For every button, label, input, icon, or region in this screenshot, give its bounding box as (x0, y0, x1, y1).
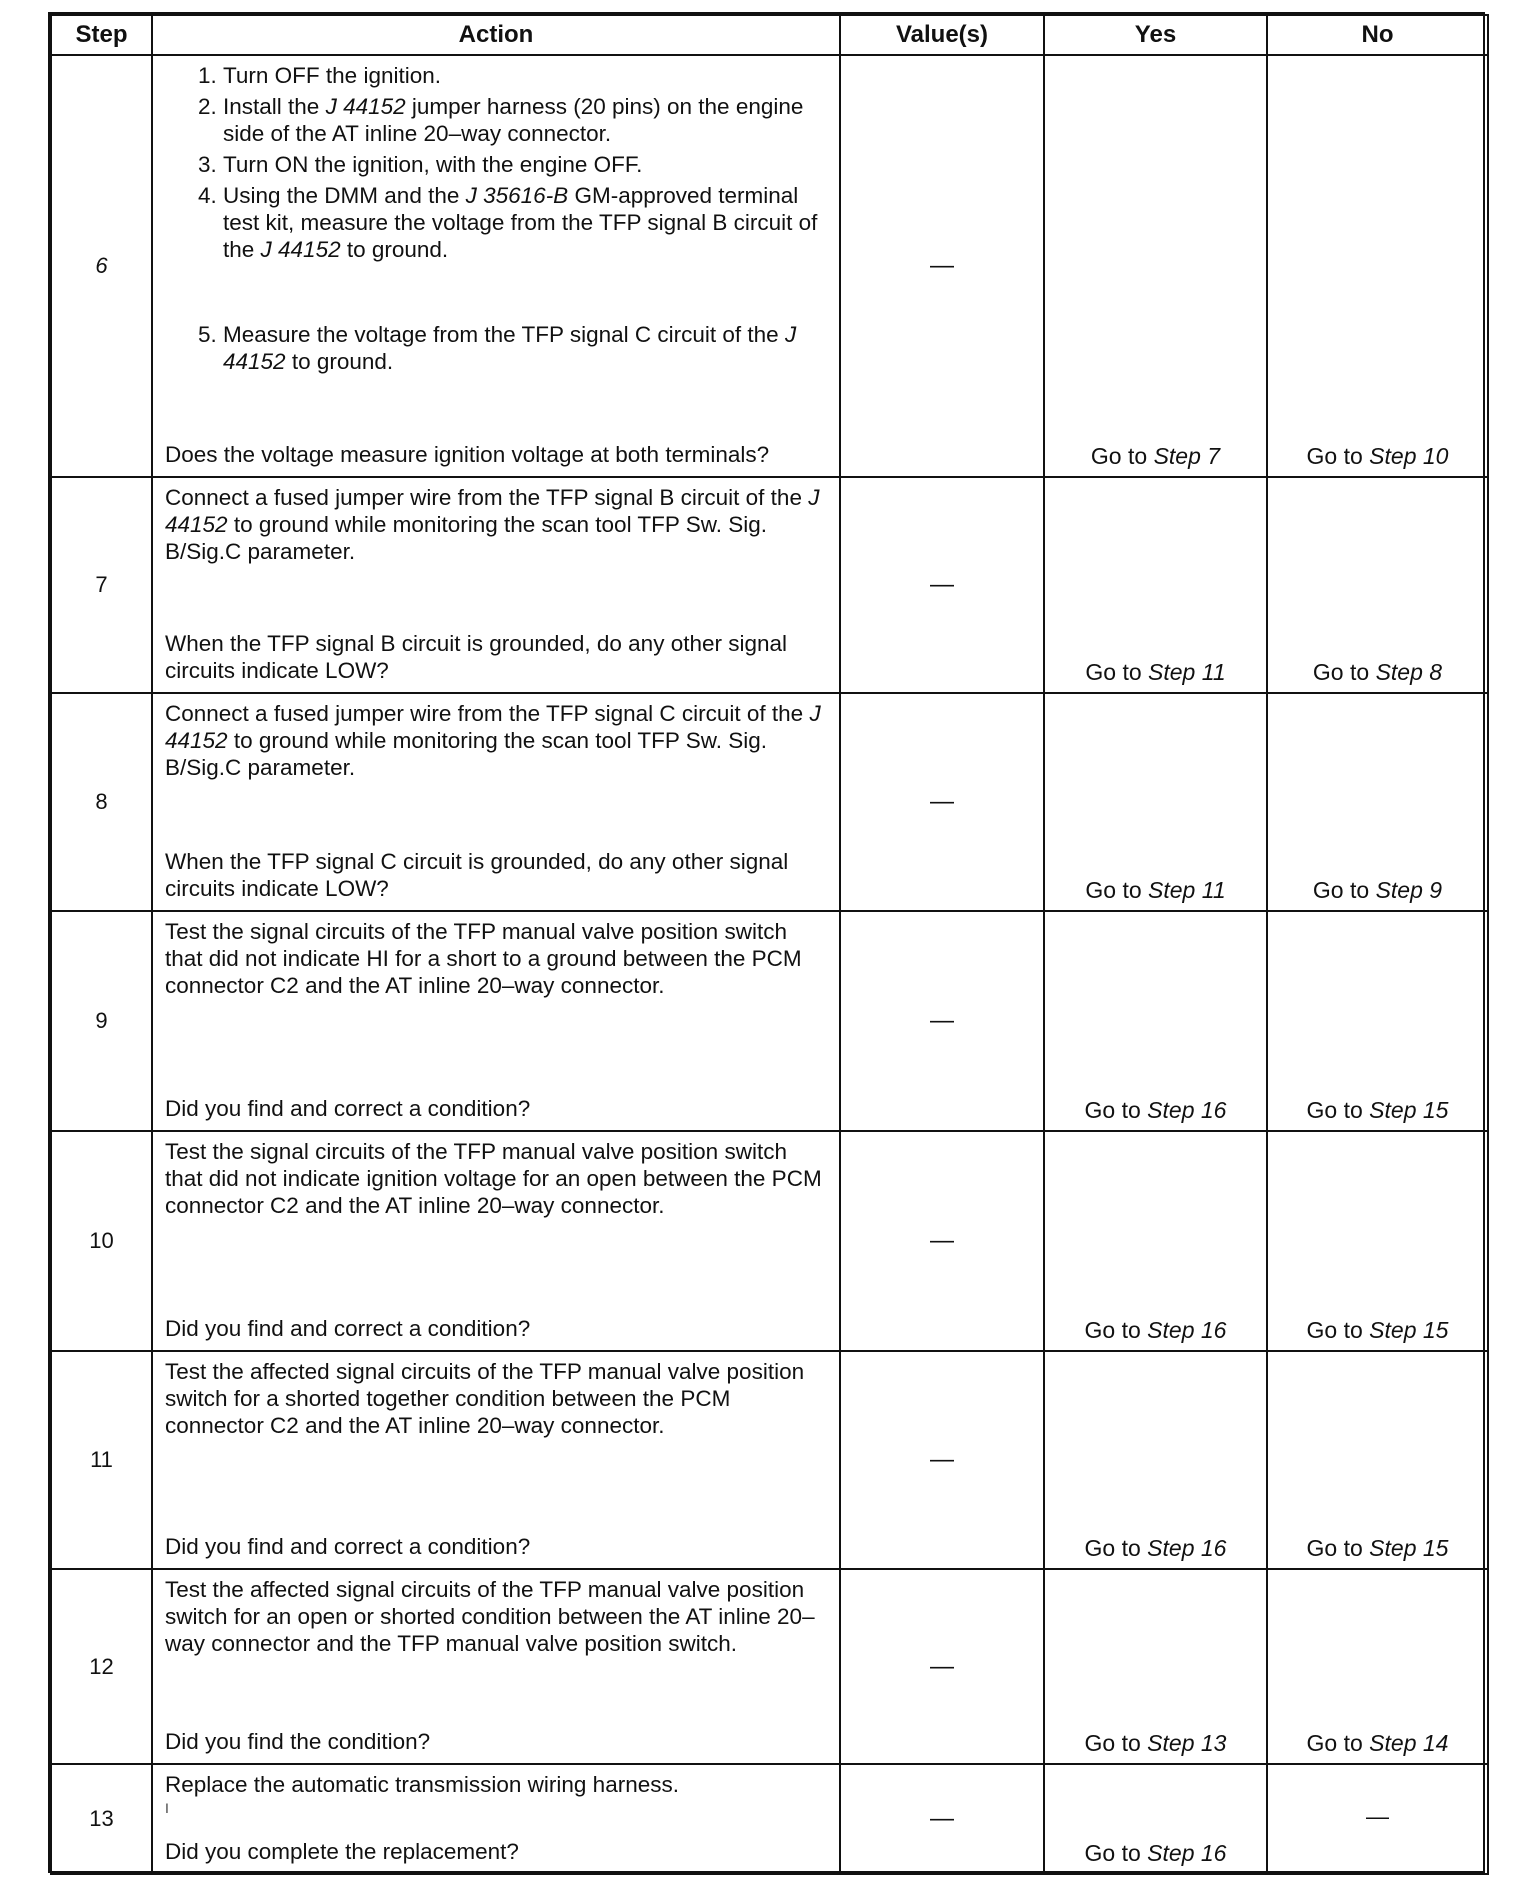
value-cell: — (840, 693, 1044, 911)
action-instruction (165, 484, 829, 565)
action-cell (152, 693, 840, 911)
spacer (165, 379, 829, 441)
action-text: Test the signal circuits of the TFP manual valve position switch that did not indicate HI for a short to a ground between the PCM connector C2 and the AT inline 20–way connector. (165, 919, 802, 998)
no-cell (1267, 1131, 1488, 1351)
tool-reference: J 44152 (165, 701, 821, 753)
yes-step-link[interactable]: Step 16 (1147, 1535, 1227, 1561)
action-content (165, 1358, 829, 1560)
action-text: Connect a fused jumper wire from the TFP signal B circuit of the (165, 485, 809, 510)
action-step-item (223, 62, 829, 89)
yes-step-link[interactable]: Step 16 (1147, 1840, 1227, 1866)
action-question: Did you find and correct a condition? (165, 1096, 531, 1121)
yes-cell (1044, 1569, 1267, 1764)
spacer (165, 1657, 829, 1728)
action-content (165, 700, 829, 902)
header-yes: Yes (1044, 15, 1267, 55)
action-content (165, 918, 829, 1122)
no-cell (1267, 693, 1488, 911)
diagnostic-table (50, 14, 1489, 1875)
action-instruction (165, 918, 829, 999)
no-step-link[interactable]: Step 8 (1375, 659, 1443, 685)
action-text: Test the affected signal circuits of the TFP manual valve position switch for a shorted together condition between the PCM connector C2 and the AT inline 20–way connector. (165, 1359, 805, 1438)
action-content (165, 1576, 829, 1755)
yes-cell (1044, 55, 1267, 477)
yes-goto-text: Go to (1085, 659, 1149, 685)
yes-goto-text: Go to (1090, 443, 1154, 469)
yes-goto-text: Go to (1084, 1535, 1148, 1561)
no-goto-text: Go to (1312, 877, 1376, 903)
action-step-item (223, 151, 829, 178)
value-cell: — (840, 1351, 1044, 1569)
yes-cell (1044, 1764, 1267, 1874)
yes-cell (1044, 693, 1267, 911)
step-number: 13 (51, 1764, 152, 1874)
spacer (165, 781, 829, 848)
action-cell (152, 1569, 840, 1764)
header-no: No (1267, 15, 1488, 55)
action-cell (152, 1131, 840, 1351)
action-instruction (165, 700, 829, 781)
yes-goto-text: Go to (1084, 1730, 1148, 1756)
header-step: Step (51, 15, 152, 55)
yes-step-link[interactable]: Step 16 (1147, 1317, 1227, 1343)
no-cell (1267, 1764, 1488, 1874)
table-row (51, 477, 1488, 693)
yes-step-link[interactable]: Step 13 (1147, 1730, 1227, 1756)
header-action: Action (152, 15, 840, 55)
table-row (51, 1351, 1488, 1569)
action-text: GM-approved terminal test kit, measure the voltage from the TFP signal B circuit of the (223, 183, 818, 262)
value-cell: — (840, 1569, 1044, 1764)
no-goto-text: Go to (1306, 1730, 1370, 1756)
step-number: 6 (51, 55, 152, 477)
spacer (165, 565, 829, 630)
table-row (51, 1131, 1488, 1351)
action-question: Did you complete the replacement? (165, 1839, 519, 1864)
step-number: 12 (51, 1569, 152, 1764)
action-steps-list (165, 62, 829, 379)
yes-cell (1044, 477, 1267, 693)
action-text: Replace the automatic transmission wiring harness. (165, 1772, 679, 1797)
table-row (51, 55, 1488, 477)
yes-goto-text: Go to (1085, 877, 1149, 903)
no-goto-text: Go to (1312, 659, 1376, 685)
action-text: to ground. (340, 237, 449, 262)
action-text: to ground. (285, 349, 394, 374)
action-text: Test the signal circuits of the TFP manual valve position switch that did not indicate ignition voltage for an open between the PCM connector C2 and the AT inline 20–way connector. (165, 1139, 822, 1218)
value-cell: — (840, 1131, 1044, 1351)
tool-reference: J 35616-B (465, 183, 569, 208)
action-question: Did you find the condition? (165, 1729, 431, 1754)
step-number: 11 (51, 1351, 152, 1569)
no-goto-text: Go to (1306, 1317, 1370, 1343)
yes-goto-text: Go to (1084, 1097, 1148, 1123)
table-row (51, 1569, 1488, 1764)
action-text: Turn OFF the ignition. (223, 63, 442, 88)
action-cell (152, 55, 840, 477)
action-content (165, 1771, 829, 1865)
action-text: to ground while monitoring the scan tool TFP Sw. Sig. B/Sig.C parameter. (165, 728, 768, 780)
no-cell (1267, 55, 1488, 477)
action-cell (152, 1764, 840, 1874)
action-text: Using the DMM and the (223, 183, 466, 208)
value-cell: — (840, 477, 1044, 693)
yes-cell (1044, 911, 1267, 1131)
yes-goto-text: Go to (1084, 1840, 1148, 1866)
spacer (165, 1439, 829, 1533)
no-goto-text: Go to (1306, 443, 1370, 469)
no-cell (1267, 477, 1488, 693)
tool-reference: J 44152 (165, 485, 820, 537)
no-goto-text: Go to (1306, 1535, 1370, 1561)
action-text: Measure the voltage from the TFP signal C circuit of the (223, 322, 785, 347)
step-number: 8 (51, 693, 152, 911)
no-step-link[interactable]: Step 15 (1369, 1097, 1449, 1123)
table-row (51, 911, 1488, 1131)
value-cell: — (840, 55, 1044, 477)
table-row (51, 693, 1488, 911)
action-step-item (223, 321, 829, 375)
action-instruction (165, 1576, 829, 1657)
action-content (165, 484, 829, 684)
diagnostic-table-page (48, 12, 1485, 1873)
step-number: 7 (51, 477, 152, 693)
action-text: Turn ON the ignition, with the engine OFF. (223, 152, 643, 177)
action-question: Does the voltage measure ignition voltage at both terminals? (165, 442, 770, 467)
action-text: Test the affected signal circuits of the TFP manual valve position switch for an open or shorted condition between the AT inline 20–way connector and the TFP manual valve position switch. (165, 1577, 815, 1656)
no-step-link[interactable]: Step 9 (1375, 877, 1443, 903)
spacer (165, 999, 829, 1095)
action-question: Did you find and correct a condition? (165, 1534, 531, 1559)
yes-cell (1044, 1131, 1267, 1351)
yes-goto-text: Go to (1084, 1317, 1148, 1343)
no-cell (1267, 1569, 1488, 1764)
spacer (165, 1818, 829, 1838)
tool-reference: J 44152 (223, 322, 797, 374)
action-text: Install the (223, 94, 326, 119)
action-text: Connect a fused jumper wire from the TFP signal C circuit of the (165, 701, 810, 726)
action-question: When the TFP signal C circuit is grounded, do any other signal circuits indicate LOW? (165, 849, 789, 901)
action-content (165, 1138, 829, 1342)
no-step-link[interactable]: Step 15 (1369, 1535, 1449, 1561)
no-value: — (1366, 1802, 1389, 1829)
yes-step-link[interactable]: Step 16 (1147, 1097, 1227, 1123)
spacer (165, 1219, 829, 1315)
action-text: to ground while monitoring the scan tool TFP Sw. Sig. B/Sig.C parameter. (165, 512, 768, 564)
action-step-item (223, 93, 829, 147)
action-cell (152, 477, 840, 693)
tool-reference: J 44152 (260, 237, 341, 262)
action-cell (152, 1351, 840, 1569)
no-step-link[interactable]: Step 10 (1369, 443, 1449, 469)
value-cell: — (840, 911, 1044, 1131)
action-cell (152, 911, 840, 1131)
action-content (165, 62, 829, 468)
step-number: 9 (51, 911, 152, 1131)
no-cell (1267, 1351, 1488, 1569)
no-step-link[interactable]: Step 14 (1369, 1730, 1449, 1756)
value-cell: — (840, 1764, 1044, 1874)
action-step-item (223, 182, 829, 263)
step-number: 10 (51, 1131, 152, 1351)
stray-mark: I (165, 1800, 169, 1816)
action-text: jumper harness (20 pins) on the engine side of the AT inline 20–way connector. (223, 94, 804, 146)
yes-cell (1044, 1351, 1267, 1569)
action-instruction (165, 1771, 829, 1798)
header-row (51, 15, 1488, 55)
no-step-link[interactable]: Step 15 (1369, 1317, 1449, 1343)
yes-step-link[interactable]: Step 11 (1148, 659, 1226, 685)
action-question: When the TFP signal B circuit is grounded, do any other signal circuits indicate LOW? (165, 631, 788, 683)
action-instruction (165, 1138, 829, 1219)
yes-step-link[interactable]: Step 11 (1148, 877, 1226, 903)
table-row (51, 1764, 1488, 1874)
yes-step-link[interactable]: Step 7 (1153, 443, 1221, 469)
action-instruction (165, 1358, 829, 1439)
action-question: Did you find and correct a condition? (165, 1316, 531, 1341)
no-goto-text: Go to (1306, 1097, 1370, 1123)
tool-reference: J 44152 (325, 94, 406, 119)
no-cell (1267, 911, 1488, 1131)
header-values: Value(s) (840, 15, 1044, 55)
